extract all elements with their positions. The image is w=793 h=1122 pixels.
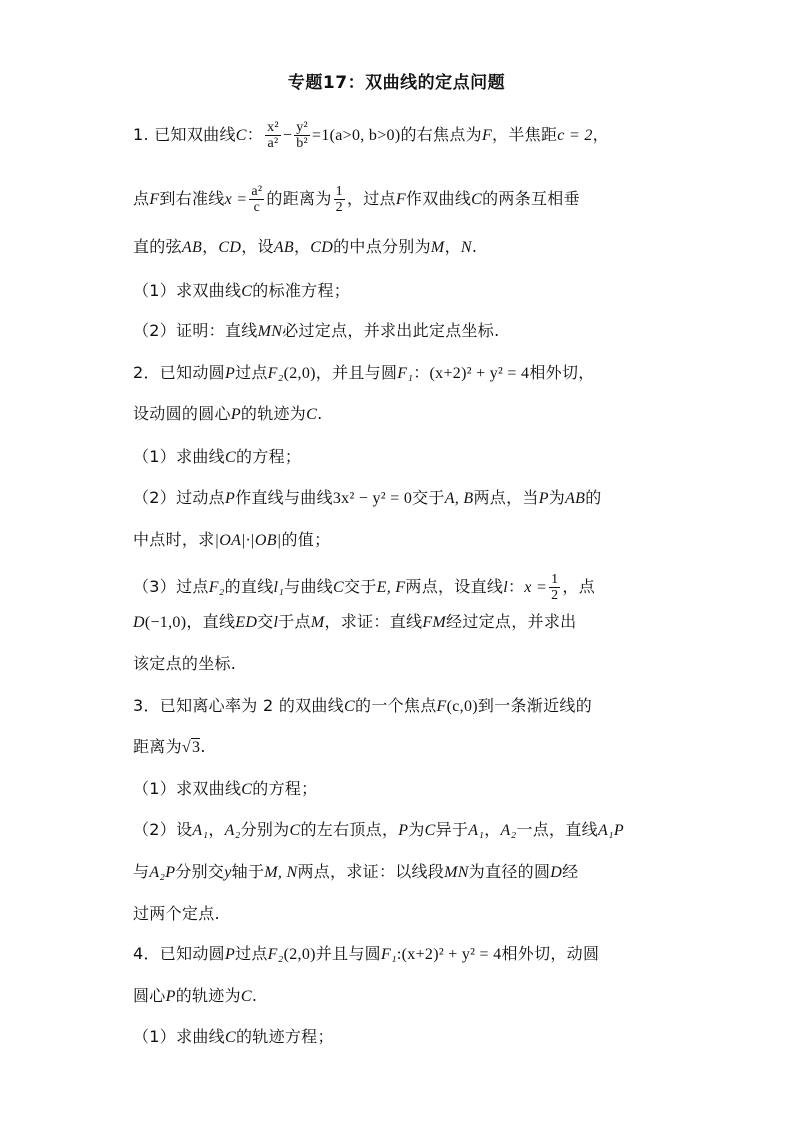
math-expression: C — [333, 579, 345, 596]
text-run: . — [317, 404, 323, 423]
math-expression: AB — [565, 490, 586, 507]
math-expression: l — [273, 614, 279, 631]
text-run: 到右准线 — [159, 189, 225, 208]
text-run: ，设 — [241, 237, 274, 256]
text-run: 为 — [548, 488, 566, 507]
math-expression: A₂ — [224, 822, 241, 839]
text-run: 的标准方程； — [252, 281, 351, 300]
page-title: 专题17：双曲线的定点问题 — [287, 73, 506, 93]
text-run: 中点时，求 — [133, 530, 215, 549]
numerator: 1 — [551, 572, 559, 587]
math-expression: l — [503, 579, 508, 596]
problem-1-line — [133, 281, 663, 302]
text-run: 的一个焦点 — [355, 696, 437, 715]
problem-3-line — [133, 904, 663, 924]
problem-2-line — [133, 612, 663, 633]
math-expression: C — [224, 449, 236, 466]
math-expression: CD — [218, 239, 242, 256]
math-expression: A₁ — [468, 822, 485, 839]
denominator: b² — [296, 136, 309, 151]
problem-3-line — [133, 737, 663, 758]
math-expression: A₂P — [149, 864, 176, 881]
text-run: ，直线 — [186, 612, 236, 631]
text-run: 4．已知动圆 — [133, 944, 225, 963]
math-expression: 3x² − y² = 0 — [332, 490, 413, 507]
text-run: 的直线 — [224, 577, 274, 596]
problem-3-line — [133, 862, 663, 883]
math-expression: F — [149, 191, 160, 208]
text-run: . — [471, 237, 478, 256]
math-expression: P — [224, 946, 236, 963]
problem-2-line — [133, 488, 663, 509]
square-root — [182, 738, 200, 756]
text-run: 为 — [408, 820, 425, 839]
text-run: （1）求双曲线 — [133, 779, 242, 798]
text-run: 直的弦 — [133, 237, 182, 256]
fraction — [265, 120, 281, 151]
math-expression: C — [306, 406, 318, 423]
text-run: 该定点的坐标. — [133, 654, 237, 673]
math-expression: F — [436, 698, 447, 715]
problem-2-line — [133, 447, 663, 468]
math-expression: F₂ — [267, 946, 284, 963]
math-expression: x = — [524, 579, 548, 596]
problem-2-line — [133, 404, 663, 425]
text-run: 两点，当 — [473, 488, 539, 507]
math-expression: C — [424, 822, 436, 839]
fraction — [334, 184, 345, 215]
math-expression: (x+2)² + y² = 4 — [429, 365, 530, 382]
text-run: 必过定点，并求出此定点坐标. — [282, 321, 500, 340]
math-expression: ED — [235, 614, 258, 631]
text-run: 交 — [257, 612, 274, 631]
denominator: a² — [267, 136, 279, 151]
text-run: ， — [592, 125, 609, 144]
text-run: 的右焦点为 — [400, 125, 482, 144]
text-run: 作双曲线 — [405, 189, 472, 208]
text-run: 交于 — [344, 577, 377, 596]
math-expression: E, F — [376, 579, 406, 596]
math-expression: − — [282, 127, 293, 144]
text-run: ： — [246, 125, 264, 144]
text-run: ， — [484, 820, 501, 839]
fraction — [294, 120, 310, 151]
math-expression: F₁ — [397, 365, 414, 382]
problem-4-line — [133, 986, 663, 1007]
math-expression: P — [224, 490, 236, 507]
problem-3-line — [133, 779, 663, 800]
text-run: （2）设 — [133, 820, 193, 839]
text-run: 点 — [133, 189, 150, 208]
math-expression: C — [344, 698, 356, 715]
math-expression: (2,0) — [283, 946, 316, 963]
math-expression: :(x+2)² + y² = 4 — [396, 946, 502, 963]
text-run: 经 — [562, 862, 579, 881]
problem-1-line — [133, 184, 663, 215]
math-expression: M, N — [264, 864, 298, 881]
problem-1-line — [133, 120, 663, 151]
math-expression: y — [224, 864, 232, 881]
text-run: 与曲线 — [284, 577, 334, 596]
text-run: ， — [444, 237, 461, 256]
math-expression: C — [235, 127, 247, 144]
text-run: 轴于 — [231, 862, 265, 881]
text-run: ， — [293, 237, 311, 256]
math-expression: F₂ — [208, 579, 225, 596]
text-run: 于点 — [278, 612, 311, 631]
math-expression: D — [550, 864, 563, 881]
text-run: . — [200, 737, 206, 756]
math-expression: FM — [422, 614, 447, 631]
problem-2-line — [133, 654, 663, 674]
text-run: . — [251, 986, 258, 1005]
math-expression: (2,0) — [283, 365, 316, 382]
math-expression: P — [165, 988, 176, 1005]
text-run: 的距离为 — [266, 189, 332, 208]
math-expression: MN — [444, 864, 469, 881]
text-run: ， — [208, 820, 225, 839]
text-run: 3．已知离心率为 2 的双曲线 — [133, 696, 345, 715]
math-expression: A₁ — [192, 822, 209, 839]
text-run: （1）求曲线 — [133, 1027, 225, 1046]
text-run: ，求证：直线 — [324, 612, 423, 631]
math-expression: (−1,0) — [144, 614, 187, 631]
text-run: 设动圆的圆心 — [133, 404, 231, 423]
math-expression: A₁P — [597, 822, 624, 839]
math-expression: =1(a>0, b>0) — [312, 127, 401, 144]
text-run: 交于 — [412, 488, 445, 507]
math-expression: MN — [257, 323, 283, 340]
text-run: 的 — [585, 488, 602, 507]
text-run: 到一条渐近线的 — [477, 696, 592, 715]
text-run: 的轨迹为 — [175, 986, 241, 1005]
math-expression: AB — [181, 239, 203, 256]
text-run: ，点 — [562, 577, 595, 596]
text-run: ： — [413, 363, 430, 382]
text-run: （1）求曲线 — [133, 447, 225, 466]
math-expression: |OA|·|OB| — [214, 532, 282, 549]
text-run: 作直线与曲线 — [235, 488, 333, 507]
numerator: y² — [296, 120, 309, 135]
text-run: 并且与圆 — [315, 944, 381, 963]
math-expression: D — [133, 614, 145, 631]
math-expression: F — [481, 127, 493, 144]
problem-4-line — [133, 1027, 663, 1048]
math-expression: F₁ — [380, 946, 397, 963]
math-expression: C — [241, 781, 253, 798]
text-run: ，过点 — [346, 189, 396, 208]
math-expression: C — [240, 988, 252, 1005]
text-run: 的两条互相垂 — [482, 189, 580, 208]
math-expression: l₁ — [273, 579, 285, 596]
problem-3-line — [133, 696, 663, 717]
radicand: 3 — [192, 739, 201, 756]
text-run: （2）证明：直线 — [133, 321, 258, 340]
problem-4-line — [133, 944, 663, 965]
text-run: ，并且与圆 — [315, 363, 398, 382]
math-expression: C — [241, 283, 253, 300]
text-run: 分别为 — [240, 820, 290, 839]
math-expression: N — [460, 239, 472, 256]
math-expression: c = 2 — [557, 127, 593, 144]
text-run: 经过定点，并求出 — [446, 612, 577, 631]
text-run: 1. 已知双曲线 — [133, 125, 236, 144]
text-run: 两点，设直线 — [405, 577, 504, 596]
problem-1-line — [133, 321, 663, 342]
text-run: 两点，求证：以线段 — [297, 862, 445, 881]
text-run: 的方程； — [235, 447, 302, 466]
problem-2-line — [133, 363, 663, 384]
problem-2-line — [133, 530, 663, 551]
text-run: 的方程； — [252, 779, 318, 798]
text-run: 异于 — [435, 820, 469, 839]
math-expression: F — [395, 191, 406, 208]
text-run: 的值； — [281, 530, 331, 549]
text-run: 为直径的圆 — [468, 862, 551, 881]
text-run: 分别交 — [175, 862, 225, 881]
math-expression: A, B — [444, 490, 474, 507]
math-expression: M — [310, 614, 325, 631]
numerator: x² — [267, 120, 279, 135]
radical-icon: √ — [181, 739, 191, 756]
text-run: 的轨迹方程； — [235, 1027, 334, 1046]
text-run: 相外切， — [529, 363, 595, 382]
numerator: a² — [251, 184, 263, 199]
math-expression: F₂ — [267, 365, 284, 382]
text-run: 的左右顶点， — [300, 820, 399, 839]
text-run: 距离为 — [133, 737, 182, 756]
text-run: 的中点分别为 — [333, 237, 431, 256]
text-run: （1）求双曲线 — [133, 281, 242, 300]
math-expression: P — [224, 365, 236, 382]
numerator: 1 — [335, 184, 343, 199]
text-run: （3）过点 — [133, 577, 209, 596]
text-run: 过点 — [235, 363, 268, 382]
fraction — [249, 184, 264, 215]
text-run: ，半焦距 — [492, 125, 558, 144]
denominator: c — [253, 200, 261, 215]
math-expression: x = — [224, 191, 248, 208]
math-expression: P — [230, 406, 241, 423]
problem-2-line — [133, 572, 663, 603]
text-run: 过点 — [235, 944, 268, 963]
text-run: （2）过动点 — [133, 488, 225, 507]
math-expression: CD — [310, 239, 334, 256]
math-expression: (c,0) — [446, 698, 478, 715]
math-expression: P — [538, 490, 549, 507]
denominator: 2 — [335, 200, 343, 215]
text-run: 一点，直线 — [516, 820, 598, 839]
math-expression: AB — [273, 239, 294, 256]
math-expression: A₂ — [500, 822, 517, 839]
text-run: 圆心 — [133, 986, 166, 1005]
text-run: 与 — [133, 862, 150, 881]
text-run: 的轨迹为 — [240, 404, 307, 423]
text-run: ， — [202, 237, 219, 256]
text-run: 过两个定点. — [133, 904, 220, 923]
math-expression: M — [430, 239, 445, 256]
text-run: ： — [507, 577, 525, 596]
math-expression: C — [289, 822, 301, 839]
problem-1-line — [133, 237, 663, 258]
denominator: 2 — [551, 588, 559, 603]
text-run: 2．已知动圆 — [133, 363, 225, 382]
text-run: 相外切，动圆 — [501, 944, 600, 963]
math-expression: C — [471, 191, 483, 208]
math-expression: P — [398, 822, 409, 839]
problem-3-line — [133, 820, 663, 841]
fraction — [549, 572, 560, 603]
math-expression: C — [224, 1029, 236, 1046]
